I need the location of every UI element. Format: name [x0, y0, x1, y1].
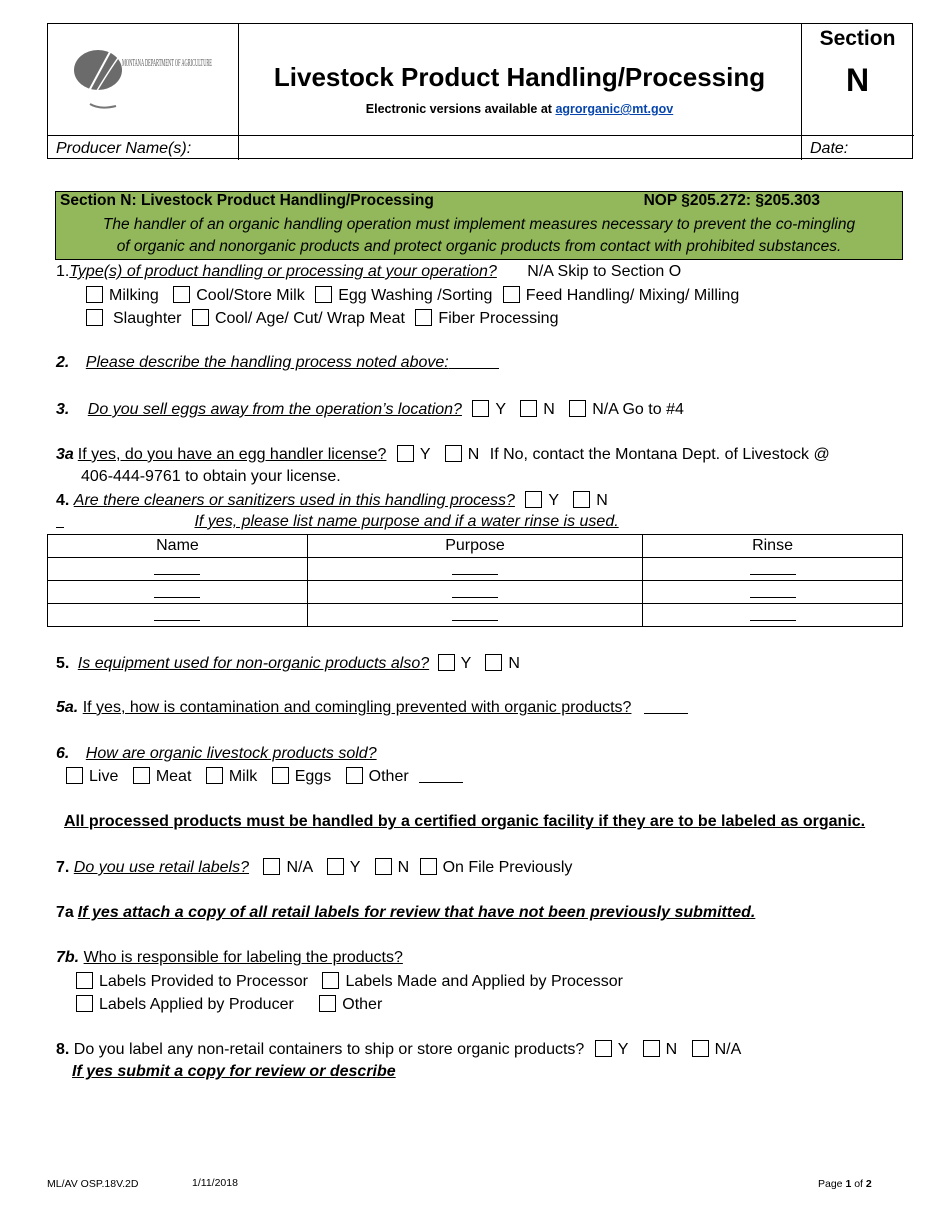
q7b-options-row2 [76, 995, 382, 1014]
checkbox-labels-provided[interactable] [76, 972, 93, 989]
checkbox-other[interactable] [346, 767, 363, 784]
banner-title: Section N: Livestock Product Handling/Processing [60, 192, 434, 209]
column-header-rinse: Rinse [643, 535, 903, 558]
checkbox-milk[interactable] [206, 767, 223, 784]
option-label: N/A [286, 859, 313, 876]
license-note-phone: 406-444-9761 to obtain your license. [81, 468, 341, 485]
option-label: Milk [228, 768, 258, 785]
checkbox-fiber-processing[interactable] [415, 309, 432, 326]
checkbox-on-file[interactable] [420, 858, 437, 875]
answer-field[interactable] [452, 560, 498, 575]
checkbox-meat[interactable] [133, 767, 150, 784]
table-cell[interactable] [643, 581, 903, 604]
checkbox-no[interactable] [643, 1040, 660, 1057]
q1-options-row2 [86, 309, 558, 328]
option-label: N [397, 859, 410, 876]
form-code: ML/AV OSP.18V.2D [47, 1178, 139, 1190]
question-number: 2. [56, 354, 70, 371]
question-number: 7a [56, 904, 74, 921]
answer-field[interactable] [750, 583, 796, 598]
checkbox-yes[interactable] [327, 858, 344, 875]
question-5 [56, 654, 520, 673]
table-row [48, 581, 903, 604]
answer-field[interactable] [154, 560, 200, 575]
checkbox-no[interactable] [520, 400, 537, 417]
q7b-options-row1 [76, 972, 623, 991]
option-label: Labels Applied by Producer [99, 996, 294, 1013]
checkbox-na[interactable] [263, 858, 280, 875]
form-date: 1/11/2018 [192, 1177, 238, 1189]
option-label: N [596, 492, 608, 509]
option-label: Y [349, 859, 361, 876]
question-text: If yes, do you have an egg handler license? [77, 446, 387, 463]
option-label: N [508, 655, 520, 672]
option-label: N [665, 1041, 678, 1058]
question-number: 8. [56, 1041, 70, 1058]
montana-agriculture-logo [70, 44, 220, 119]
page-title: Livestock Product Handling/Processing [273, 62, 766, 92]
question-number: 7b. [56, 949, 80, 966]
form-header [47, 23, 913, 159]
checkbox-yes[interactable] [397, 445, 414, 462]
option-label: Slaughter [113, 310, 182, 327]
q4-note [56, 513, 619, 531]
question-number: 4. [56, 492, 70, 509]
question-text: Type(s) of product handling or processing at your operation? [69, 263, 497, 280]
question-2 [56, 354, 499, 372]
question-number: 1. [56, 263, 70, 280]
checkbox-live[interactable] [66, 767, 83, 784]
checkbox-no[interactable] [485, 654, 502, 671]
question-8 [56, 1040, 741, 1059]
checkbox-no[interactable] [375, 858, 392, 875]
table-cell[interactable] [48, 604, 308, 627]
table-header-row [48, 535, 903, 558]
table-cell[interactable] [643, 604, 903, 627]
option-label: N [467, 446, 480, 463]
option-label: Y [617, 1041, 629, 1058]
option-label: Fiber Processing [438, 310, 559, 327]
page-prefix: Page [818, 1178, 846, 1190]
section-label: Section [819, 27, 896, 50]
divider [48, 135, 914, 136]
question-text: Do you label any non-retail containers to ship or store organic products? [73, 1041, 585, 1058]
answer-field[interactable] [452, 583, 498, 598]
option-label: On File Previously [442, 859, 573, 876]
table-row [48, 604, 903, 627]
column-header-name: Name [48, 535, 308, 558]
table-cell[interactable] [643, 558, 903, 581]
question-text: Are there cleaners or sanitizers used in this handling process? [73, 492, 515, 509]
option-label: Other [368, 768, 409, 785]
question-text: If yes attach a copy of all retail labels for review that have not been previously submitted. [77, 904, 756, 921]
email-link[interactable]: agrorganic@mt.gov [555, 102, 674, 116]
checkbox-egg-washing[interactable] [315, 286, 332, 303]
note-underline [56, 515, 64, 528]
q1-options-row1 [86, 286, 739, 305]
section-letter: N [845, 62, 870, 98]
page-total: 2 [865, 1178, 872, 1190]
checkbox-milking[interactable] [86, 286, 103, 303]
question-text: Do you use retail labels? [73, 859, 250, 876]
checkbox-no[interactable] [445, 445, 462, 462]
subtitle-text: Electronic versions available at [365, 102, 556, 116]
checkbox-yes[interactable] [595, 1040, 612, 1057]
option-label: Y [495, 401, 506, 418]
subtitle [238, 102, 801, 116]
answer-field[interactable] [644, 699, 688, 714]
checkbox-yes[interactable] [438, 654, 455, 671]
checkbox-labels-made-applied[interactable] [322, 972, 339, 989]
column-header-purpose: Purpose [307, 535, 642, 558]
skip-note: N/A Skip to Section O [527, 263, 682, 280]
checkbox-other[interactable] [319, 995, 336, 1012]
answer-field[interactable] [154, 606, 200, 621]
table-cell[interactable] [307, 604, 642, 627]
question-text: Who is responsible for labeling the products? [83, 949, 403, 966]
banner-description [56, 214, 902, 258]
option-label: Meat [155, 768, 192, 785]
question-6 [56, 745, 377, 763]
checkbox-na[interactable] [569, 400, 586, 417]
checkbox-na[interactable] [692, 1040, 709, 1057]
page-number [818, 1178, 872, 1190]
answer-field[interactable] [750, 560, 796, 575]
question-text: If yes, how is contamination and comingling prevented with organic products? [82, 699, 632, 716]
option-label: Live [89, 768, 119, 785]
section-banner [55, 191, 903, 260]
question-number: 5. [56, 655, 70, 672]
question-text: Do you sell eggs away from the operation’s location? [87, 401, 462, 418]
checkbox-cool-age-cut-wrap[interactable] [192, 309, 209, 326]
question-7b [56, 949, 403, 967]
table-cell[interactable] [307, 558, 642, 581]
question-number: 3a [56, 446, 74, 463]
other-field[interactable] [419, 768, 463, 783]
banner-nop: NOP §205.272: §205.303 [643, 192, 820, 209]
question-7a [56, 904, 755, 922]
question-7 [56, 858, 572, 877]
option-label: Egg Washing /Sorting [338, 287, 493, 304]
producer-name-label: Producer Name(s): [56, 140, 192, 157]
answer-field[interactable] [449, 354, 499, 369]
question-1 [56, 263, 681, 281]
question-text: How are organic livestock products sold? [85, 745, 377, 762]
table-row [48, 558, 903, 581]
option-label: Cool/Store Milk [196, 287, 305, 304]
checkbox-cool-store-milk[interactable] [173, 286, 190, 303]
option-label: Eggs [294, 768, 332, 785]
page-separator: of [851, 1178, 866, 1190]
checkbox-labels-applied-producer[interactable] [76, 995, 93, 1012]
option-label: N [543, 401, 555, 418]
option-label: Y [460, 655, 471, 672]
question-5a [56, 699, 688, 717]
checkbox-yes[interactable] [525, 491, 542, 508]
question-3a [56, 445, 830, 464]
logo-text: MONTANA DEPARTMENT OF AGRICULTURE [122, 58, 212, 69]
banner-line: The handler of an organic handling operation must implement measures necessary to prevent the co-mingling [102, 216, 856, 233]
checkbox-yes[interactable] [472, 400, 489, 417]
checkbox-eggs[interactable] [272, 767, 289, 784]
answer-field[interactable] [750, 606, 796, 621]
option-label: Labels Provided to Processor [99, 973, 308, 990]
checkbox-feed-handling[interactable] [503, 286, 520, 303]
question-4 [56, 491, 608, 510]
question-number: 3. [56, 401, 70, 418]
answer-field[interactable] [154, 583, 200, 598]
note-text: If yes, please list name purpose and if a water rinse is used. [194, 513, 619, 530]
question-text: Please describe the handling process noted above: [85, 354, 449, 371]
option-label: Y [548, 492, 559, 509]
table-cell[interactable] [307, 581, 642, 604]
answer-field[interactable] [452, 606, 498, 621]
checkbox-no[interactable] [573, 491, 590, 508]
option-label: Y [419, 446, 431, 463]
date-label: Date: [810, 140, 849, 157]
q6-options [66, 767, 463, 786]
option-label: Milking [109, 287, 159, 304]
option-label: Feed Handling/ Mixing/ Milling [525, 287, 740, 304]
question-number: 6. [56, 745, 70, 762]
option-label: Other [342, 996, 383, 1013]
question-number: 5a. [56, 699, 79, 716]
option-label: N/A [714, 1041, 742, 1058]
q8-note: If yes submit a copy for review or describe [72, 1063, 396, 1080]
question-3 [56, 400, 684, 419]
table-cell[interactable] [48, 558, 308, 581]
organic-facility-notice: All processed products must be handled by a certified organic facility if they are to be labeled as organic. [64, 813, 866, 830]
cleaners-table [47, 534, 903, 627]
question-number: 7. [56, 859, 70, 876]
option-label: N/A Go to #4 [592, 401, 684, 418]
table-cell[interactable] [48, 581, 308, 604]
license-note: If No, contact the Montana Dept. of Livestock @ [489, 446, 830, 463]
banner-line: of organic and nonorganic products and protect organic products from contact with prohibited substances. [116, 238, 842, 255]
checkbox-slaughter[interactable] [86, 309, 103, 326]
option-label: Cool/ Age/ Cut/ Wrap Meat [214, 310, 405, 327]
question-text: Is equipment used for non-organic products also? [77, 655, 430, 672]
page-current: 1 [845, 1178, 852, 1190]
option-label: Labels Made and Applied by Processor [345, 973, 623, 990]
